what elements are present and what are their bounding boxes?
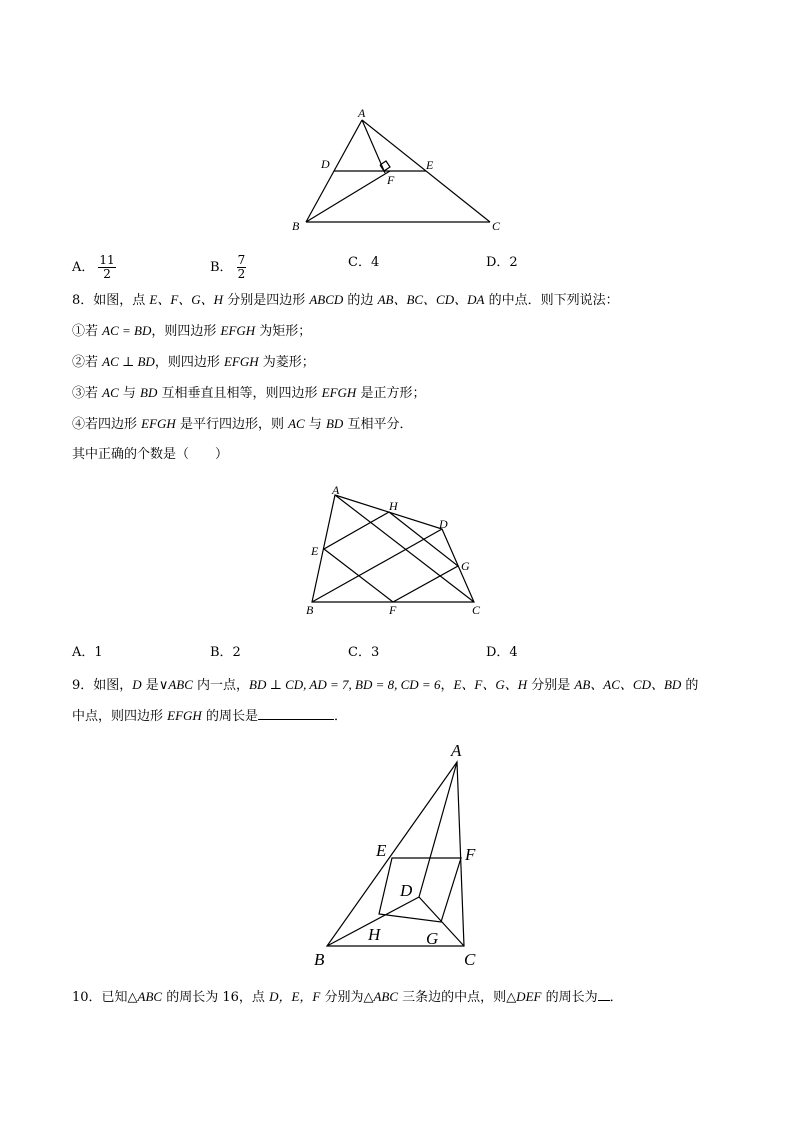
diag-ac: [335, 495, 474, 602]
label-c: C: [492, 219, 501, 233]
math: △ABC: [127, 989, 163, 1004]
q7-option-d: D．2: [486, 255, 518, 270]
text: ①若: [72, 324, 103, 339]
diag-bd: [312, 529, 442, 602]
math: ABCD: [309, 292, 344, 307]
label-a: A: [451, 741, 462, 760]
math: BD: [325, 416, 344, 431]
label-a: A: [358, 106, 366, 120]
label-c: C: [464, 950, 476, 969]
q7-figure: [280, 100, 520, 240]
math: AB、BC、CD、DA: [377, 292, 485, 307]
text: 的周长是: [201, 709, 258, 724]
q8-figure: [300, 480, 490, 620]
seg-bf: [306, 171, 390, 222]
text: 的中点．则下列说法：: [484, 293, 619, 308]
q7-option-a: [72, 254, 116, 281]
math: EFGH: [167, 708, 202, 723]
math: E、F、G、H: [453, 677, 528, 692]
q8-statement-4: [72, 415, 412, 434]
label-a: A: [332, 483, 340, 497]
text: 的周长为 16，点: [162, 990, 270, 1005]
q9-stem-line1: [72, 676, 698, 695]
text: 为矩形；: [255, 324, 312, 339]
q8-statement-1: [72, 322, 311, 341]
text: 中点，则四边形: [72, 709, 168, 724]
seg-ad: [419, 762, 457, 897]
label-e: E: [376, 841, 387, 860]
label-d: D: [400, 881, 413, 900]
numerator: 11: [99, 253, 115, 267]
q8-option-a: A．1: [72, 645, 103, 660]
text: 内一点，: [192, 678, 250, 693]
q8-option-d: D．4: [486, 645, 518, 660]
text: 互相平分．: [343, 417, 413, 432]
answer-blank[interactable]: [258, 707, 334, 720]
math: EFGH: [141, 416, 176, 431]
label-d: D: [321, 157, 330, 171]
text: 8．如图，点: [72, 293, 150, 308]
q7-option-b: [210, 254, 246, 281]
math: E、F、G、H: [149, 292, 224, 307]
q8-question: 其中正确的个数是（ ）: [72, 447, 229, 462]
math: AC = BD: [102, 323, 152, 338]
label-g: G: [426, 929, 439, 948]
denominator: 2: [103, 267, 111, 281]
label-h: H: [368, 925, 381, 944]
label-h: H: [389, 499, 398, 513]
text: ④若四边形: [72, 417, 142, 432]
option-label: A．: [72, 260, 95, 275]
math: BD ⊥ CD, AD = 7, BD = 8, CD = 6: [249, 677, 441, 692]
text: 是平行四边形，则: [175, 417, 289, 432]
numerator: 7: [237, 253, 246, 267]
text: ③若: [72, 386, 103, 401]
math: AC ⊥ BD: [102, 354, 155, 369]
label-g: G: [461, 559, 470, 573]
text: 互相垂直且相等，则四边形: [157, 386, 322, 401]
text: ，则四边形: [151, 324, 221, 339]
label-b: B: [292, 219, 300, 233]
text: 三条边的中点，则: [398, 990, 507, 1005]
math: △DEF: [506, 989, 542, 1004]
text: 的边: [343, 293, 378, 308]
label-f: F: [465, 845, 476, 864]
math: △ABC: [363, 989, 399, 1004]
text: 与: [304, 417, 326, 432]
q8-option-b: B．2: [210, 645, 241, 660]
text: 的周长为: [541, 990, 598, 1005]
q7-option-c: C．4: [348, 255, 380, 270]
label-b: B: [306, 603, 314, 617]
text: 与: [118, 386, 141, 401]
text: 分别为: [320, 990, 364, 1005]
fraction: [98, 254, 115, 281]
label-e: E: [426, 158, 434, 172]
math: BD: [140, 385, 158, 400]
q8-statement-2: [72, 353, 315, 372]
math: AC: [288, 416, 305, 431]
label-c: C: [472, 603, 481, 617]
label-f: F: [389, 603, 397, 617]
answer-blank[interactable]: [598, 988, 610, 1001]
q9-stem-line2: [72, 707, 347, 726]
text: 的: [681, 678, 699, 693]
math: D，E，F: [269, 989, 321, 1004]
seg-af: [362, 120, 385, 173]
denominator: 2: [237, 267, 246, 281]
q8-stem: [72, 291, 619, 310]
math: EFGH: [321, 385, 357, 400]
label-f: F: [387, 173, 395, 187]
triangle-abc: [327, 762, 464, 946]
label-b: B: [314, 950, 325, 969]
text: ．: [333, 709, 347, 724]
text: 是: [141, 678, 159, 693]
text: ，: [440, 678, 454, 693]
q10-stem: [72, 988, 623, 1007]
q8-statement-3: [72, 384, 425, 403]
math: EFGH: [223, 354, 259, 369]
math: D: [132, 677, 142, 692]
math: EFGH: [220, 323, 256, 338]
math: AC: [102, 385, 119, 400]
math: ∨ABC: [158, 677, 193, 692]
text: ．: [609, 990, 623, 1005]
text: 分别是: [527, 678, 575, 693]
fraction: [237, 254, 247, 281]
text: ②若: [72, 355, 103, 370]
q9-figure: [300, 735, 500, 975]
text: 10．已知: [72, 990, 128, 1005]
text: 为菱形；: [258, 355, 315, 370]
text: 分别是四边形: [223, 293, 310, 308]
label-d: D: [439, 517, 448, 531]
q8-option-c: C．3: [348, 645, 380, 660]
text: ，则四边形: [154, 355, 224, 370]
math: AB、AC、CD、BD: [574, 677, 682, 692]
text: 是正方形；: [356, 386, 426, 401]
label-e: E: [311, 544, 319, 558]
text: 9．如图，: [72, 678, 133, 693]
option-label: B．: [210, 260, 233, 275]
